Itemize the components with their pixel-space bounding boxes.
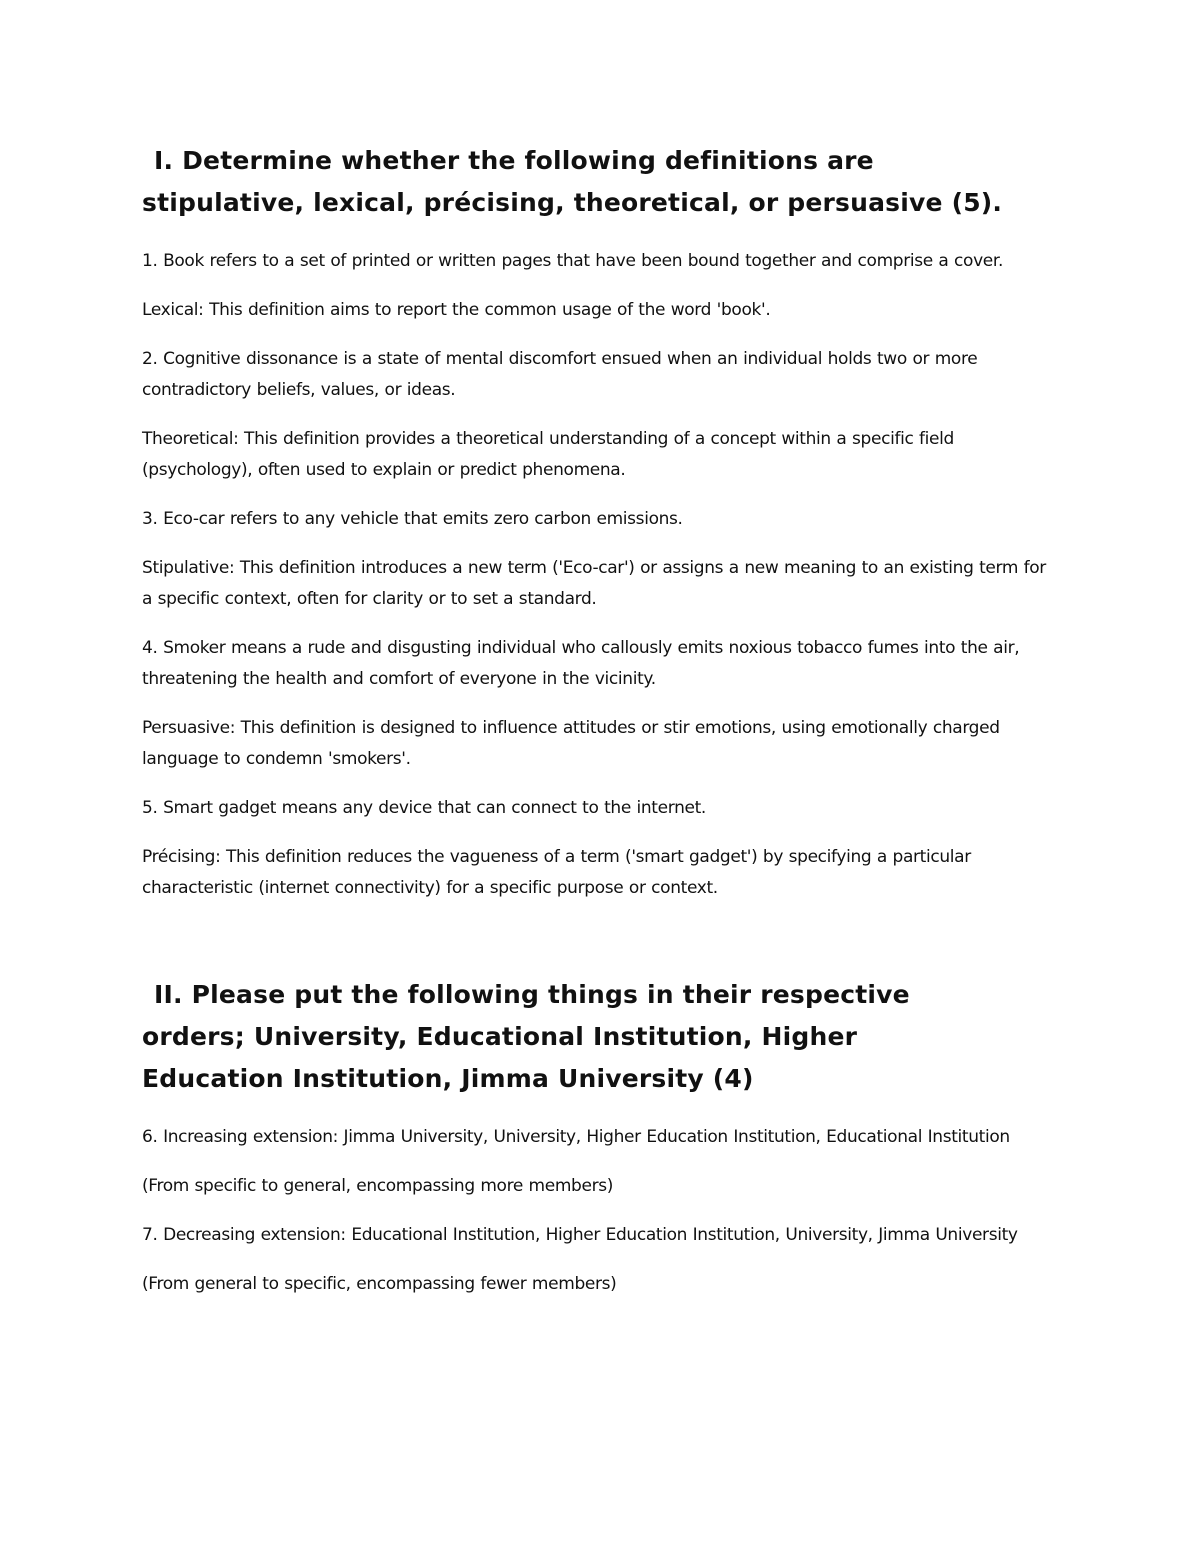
answer-4: Persuasive: This definition is designed to influence attitudes or stir emotions, using emotionally charged language to condemn 'smokers'.: [142, 718, 1000, 769]
section-2-heading-line-3: Education Institution, Jimma University (4): [142, 1064, 754, 1093]
section-2-heading-line-1: II. Please put the following things in their respective: [154, 980, 910, 1009]
answer-2: Theoretical: This definition provides a theoretical understanding of a concept within a specific field (psychology), often used to explain or predict phenomena.: [142, 429, 954, 480]
question-2: 2. Cognitive dissonance is a state of mental discomfort ensued when an individual holds two or more contradictory beliefs, values, or ideas.: [142, 349, 978, 400]
answer-1: Lexical: This definition aims to report the common usage of the word 'book'.: [142, 300, 771, 320]
document-body: [140, 140, 1060, 1300]
question-3: 3. Eco-car refers to any vehicle that emits zero carbon emissions.: [142, 509, 683, 529]
question-5: 5. Smart gadget means any device that can connect to the internet.: [142, 798, 706, 818]
answer-3: Stipulative: This definition introduces a new term ('Eco-car') or assigns a new meaning to an existing term for a specific context, often for clarity or to set a standard.: [142, 558, 1046, 609]
answer-5: Précising: This definition reduces the vagueness of a term ('smart gadget') by specifying a particular characteristic (internet connectivity) for a specific purpose or context.: [142, 847, 971, 898]
question-1: 1. Book refers to a set of printed or written pages that have been bound together and comprise a cover.: [142, 251, 1004, 271]
note-6: (From specific to general, encompassing more members): [142, 1176, 614, 1196]
question-7: 7. Decreasing extension: Educational Institution, Higher Education Institution, University, Jimma University: [142, 1225, 1018, 1245]
question-4: 4. Smoker means a rude and disgusting individual who callously emits noxious tobacco fumes into the air, threatening the health and comfort of everyone in the vicinity.: [142, 638, 1020, 689]
note-7: (From general to specific, encompassing fewer members): [142, 1274, 617, 1294]
section-1-heading-line-2: stipulative, lexical, précising, theoretical, or persuasive (5).: [142, 188, 1003, 217]
section-2-heading-line-2: orders; University, Educational Institution, Higher: [142, 1022, 858, 1051]
section-1-heading: [140, 140, 1060, 224]
section-2-heading: [140, 974, 1060, 1100]
section-1-heading-line-1: I. Determine whether the following definitions are: [154, 146, 874, 175]
question-6: 6. Increasing extension: Jimma University, University, Higher Education Institution, Educational Institution: [142, 1127, 1010, 1147]
